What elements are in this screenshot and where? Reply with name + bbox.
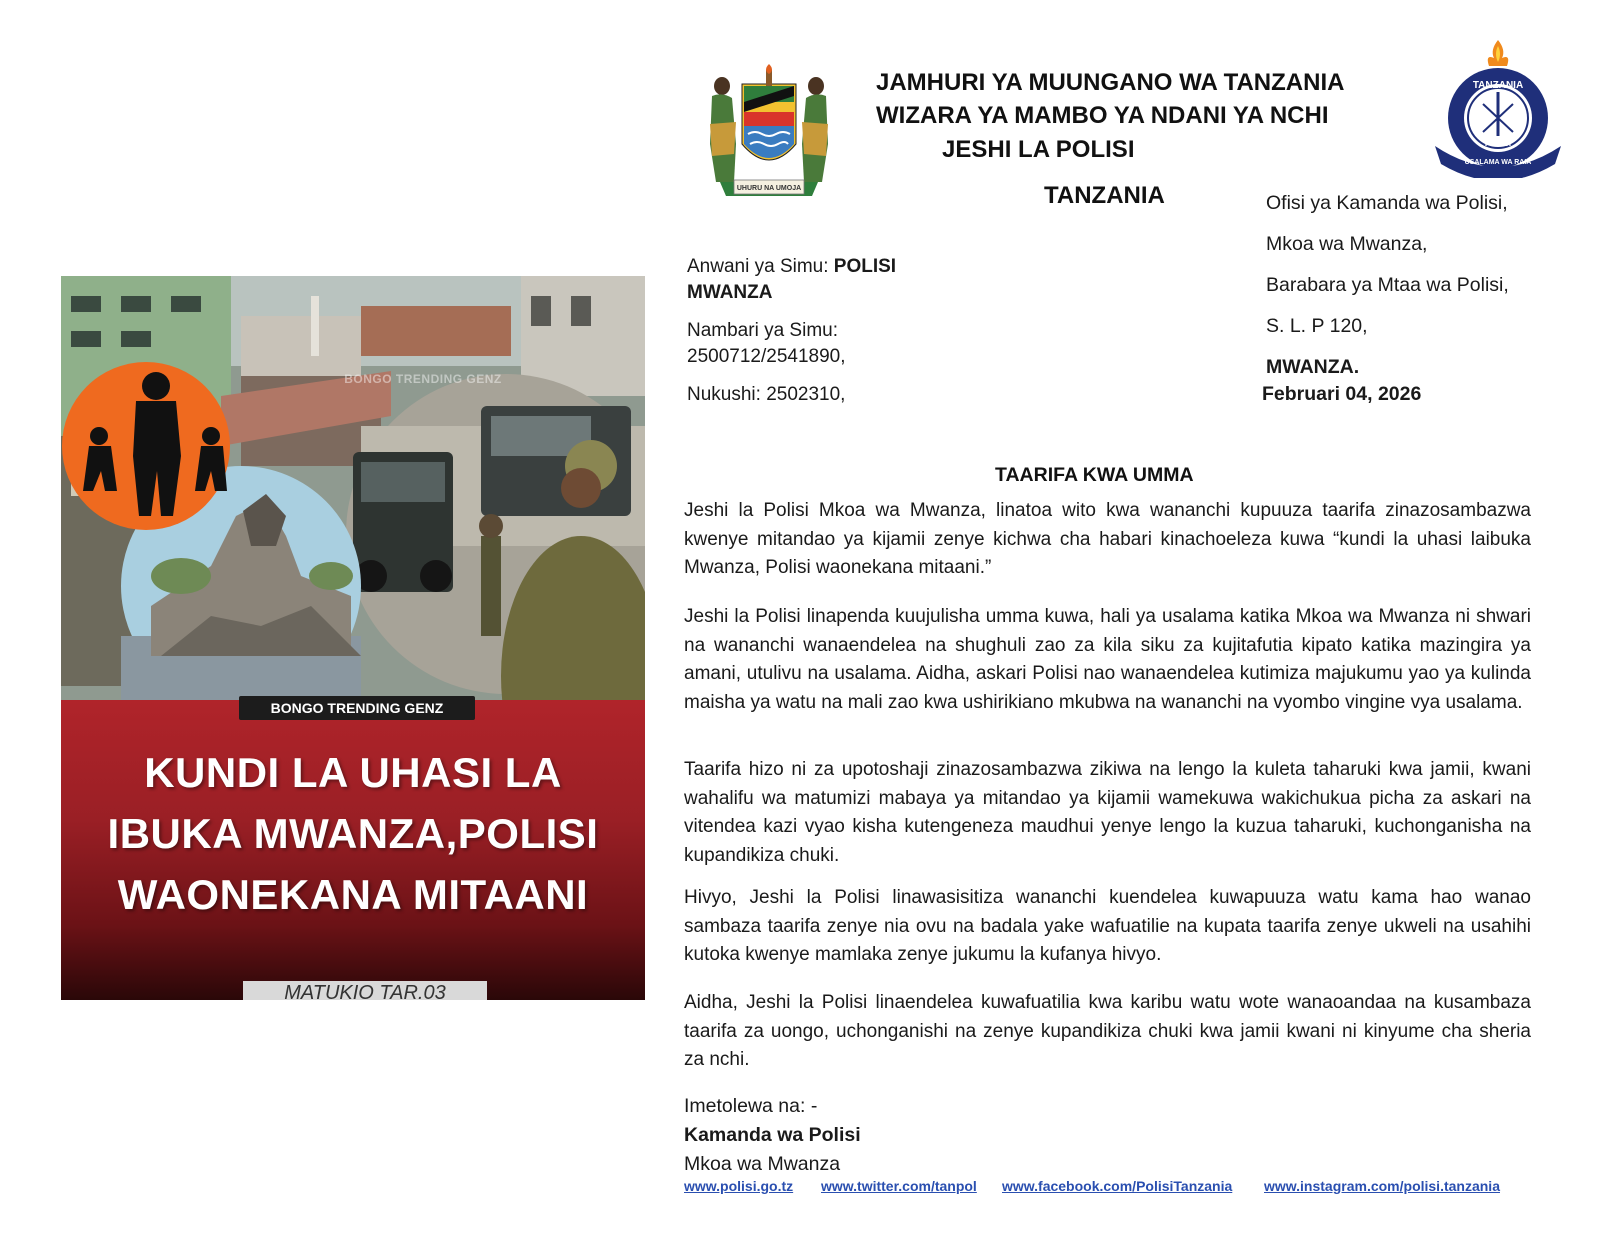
header-police: JESHI LA POLISI [942, 136, 1135, 163]
notice-paragraph: Hivyo, Jeshi la Polisi linawasisitiza wananchi kuendelea kuwapuuza watu kama hao wanao sambaza taarifa zenye nia ovu na badala yake wafuatilie na kupata taarifa zenye ukweli na usahihi kutoka kwenye mamlaka zenye jukumu la kufanya hivyo. [684, 887, 1531, 966]
issued-by: Imetolewa na: - [684, 1095, 818, 1117]
fax-number: Nukushi: 2502310, [687, 384, 846, 405]
signatory-title: Kamanda wa Polisi [684, 1124, 861, 1146]
police-emblem-ribbon-text: USALAMA WA RAIA [1464, 159, 1532, 166]
office-address [1262, 190, 1566, 436]
address-line: Barabara ya Mtaa wa Polisi, [1266, 274, 1509, 296]
notice-title: TAARIFA KWA UMMA [995, 464, 1194, 486]
letter-date: Februari 04, 2026 [1262, 383, 1422, 405]
phone-address-value: POLISI MWANZA [687, 256, 897, 303]
header-country: TANZANIA [1044, 182, 1165, 209]
link-twitter[interactable]: www.twitter.com/tanpol [821, 1178, 977, 1194]
signatory-region: Mkoa wa Mwanza [684, 1153, 841, 1175]
poster-source-tag: BONGO TRENDING GENZ [239, 696, 475, 720]
police-emblem-inner-text: POLISI [1484, 139, 1512, 148]
phone-number-value: 2500712/2541890, [687, 346, 846, 367]
poster-headline-line: WAONEKANA MITAANI [117, 871, 589, 918]
address-city: MWANZA. [1266, 356, 1360, 378]
phone-address [687, 254, 967, 306]
header-republic: JAMHURI YA MUUNGANO WA TANZANIA [876, 69, 1345, 96]
police-emblem-top-text: TANZANIA [1472, 80, 1524, 91]
notice-paragraph: Aidha, Jeshi la Polisi linaendelea kuwafuatilia kwa karibu watu wote wanaoandaa na kusambaza taarifa za uongo, uchonganishi na zenye kupandikiza chuki kwa jamii kwani ni kinyume cha sheria za nchi. [684, 992, 1531, 1071]
notice-paragraph: Jeshi la Polisi Mkoa wa Mwanza, linatoa wito kwa wananchi kupuuza taarifa zinazosambazwa kwenye mitandao ya kijamii zenye kichwa cha habari kinachoeleza kuwa “kundi la uhasi laibuka Mwanza, Polisi waonekana mitaani.” [684, 500, 1531, 579]
header-ministry: WIZARA YA MAMBO YA NDANI YA NCHI [876, 102, 1329, 129]
poster-headline-line: KUNDI LA UHASI LA [144, 749, 562, 796]
coat-of-arms-icon [700, 64, 838, 204]
poster-watermark: BONGO TRENDING GENZ [344, 372, 502, 386]
poster-footer-tag: MATUKIO TAR.03 [243, 981, 487, 1000]
signature-block [684, 1092, 861, 1179]
address-line: S. L. P 120, [1266, 315, 1368, 337]
poster-headline-line: IBUKA MWANZA,POLISI [107, 810, 599, 857]
link-website[interactable]: www.polisi.go.tz [684, 1178, 794, 1194]
address-line: Mkoa wa Mwanza, [1266, 233, 1428, 255]
notice-paragraph: Taarifa hizo ni za upotoshaji zinazosambazwa zikiwa na lengo la kuleta taharuki kwa jamii, kwani wahalifu wa matumizi mabaya ya mitandao ya kijamii wamekuwa wakichukua picha za askari na vitendea kazi vyao kisha kutengeneza maudhui yenye lengo la kuzua taharuki, kuchonganisha na kupandikiza chuki. [684, 759, 1531, 866]
phone-number-label: Nambari ya Simu: [687, 320, 838, 341]
footer-links [684, 1178, 1584, 1198]
address-line: Ofisi ya Kamanda wa Polisi, [1266, 192, 1508, 214]
contact-block [687, 254, 967, 420]
phone-number [687, 318, 967, 370]
link-instagram[interactable]: www.instagram.com/polisi.tanzania [1264, 1178, 1500, 1194]
notice-paragraph: Jeshi la Polisi linapenda kuujulisha umma kuwa, hali ya usalama katika Mkoa wa Mwanza ni shwari na wananchi wanaendelea na shughuli zao za kila siku za kujitafutia kipato katika mazingira ya amani, utulivu na usalama. Aidha, askari Polisi nao wanaendelea kutimiza majukumu yao ya kulinda maisha ya watu na mali zao kwa ushirikiano mkubwa na wananchi na vyombo vingine vya usalama. [684, 606, 1531, 713]
link-facebook[interactable]: www.facebook.com/PolisiTanzania [1002, 1178, 1233, 1194]
phone-address-label: Anwani ya Simu: [687, 256, 834, 277]
svg-text:UHURU NA UMOJA: UHURU NA UMOJA [736, 185, 802, 192]
police-emblem-icon [1433, 38, 1563, 178]
